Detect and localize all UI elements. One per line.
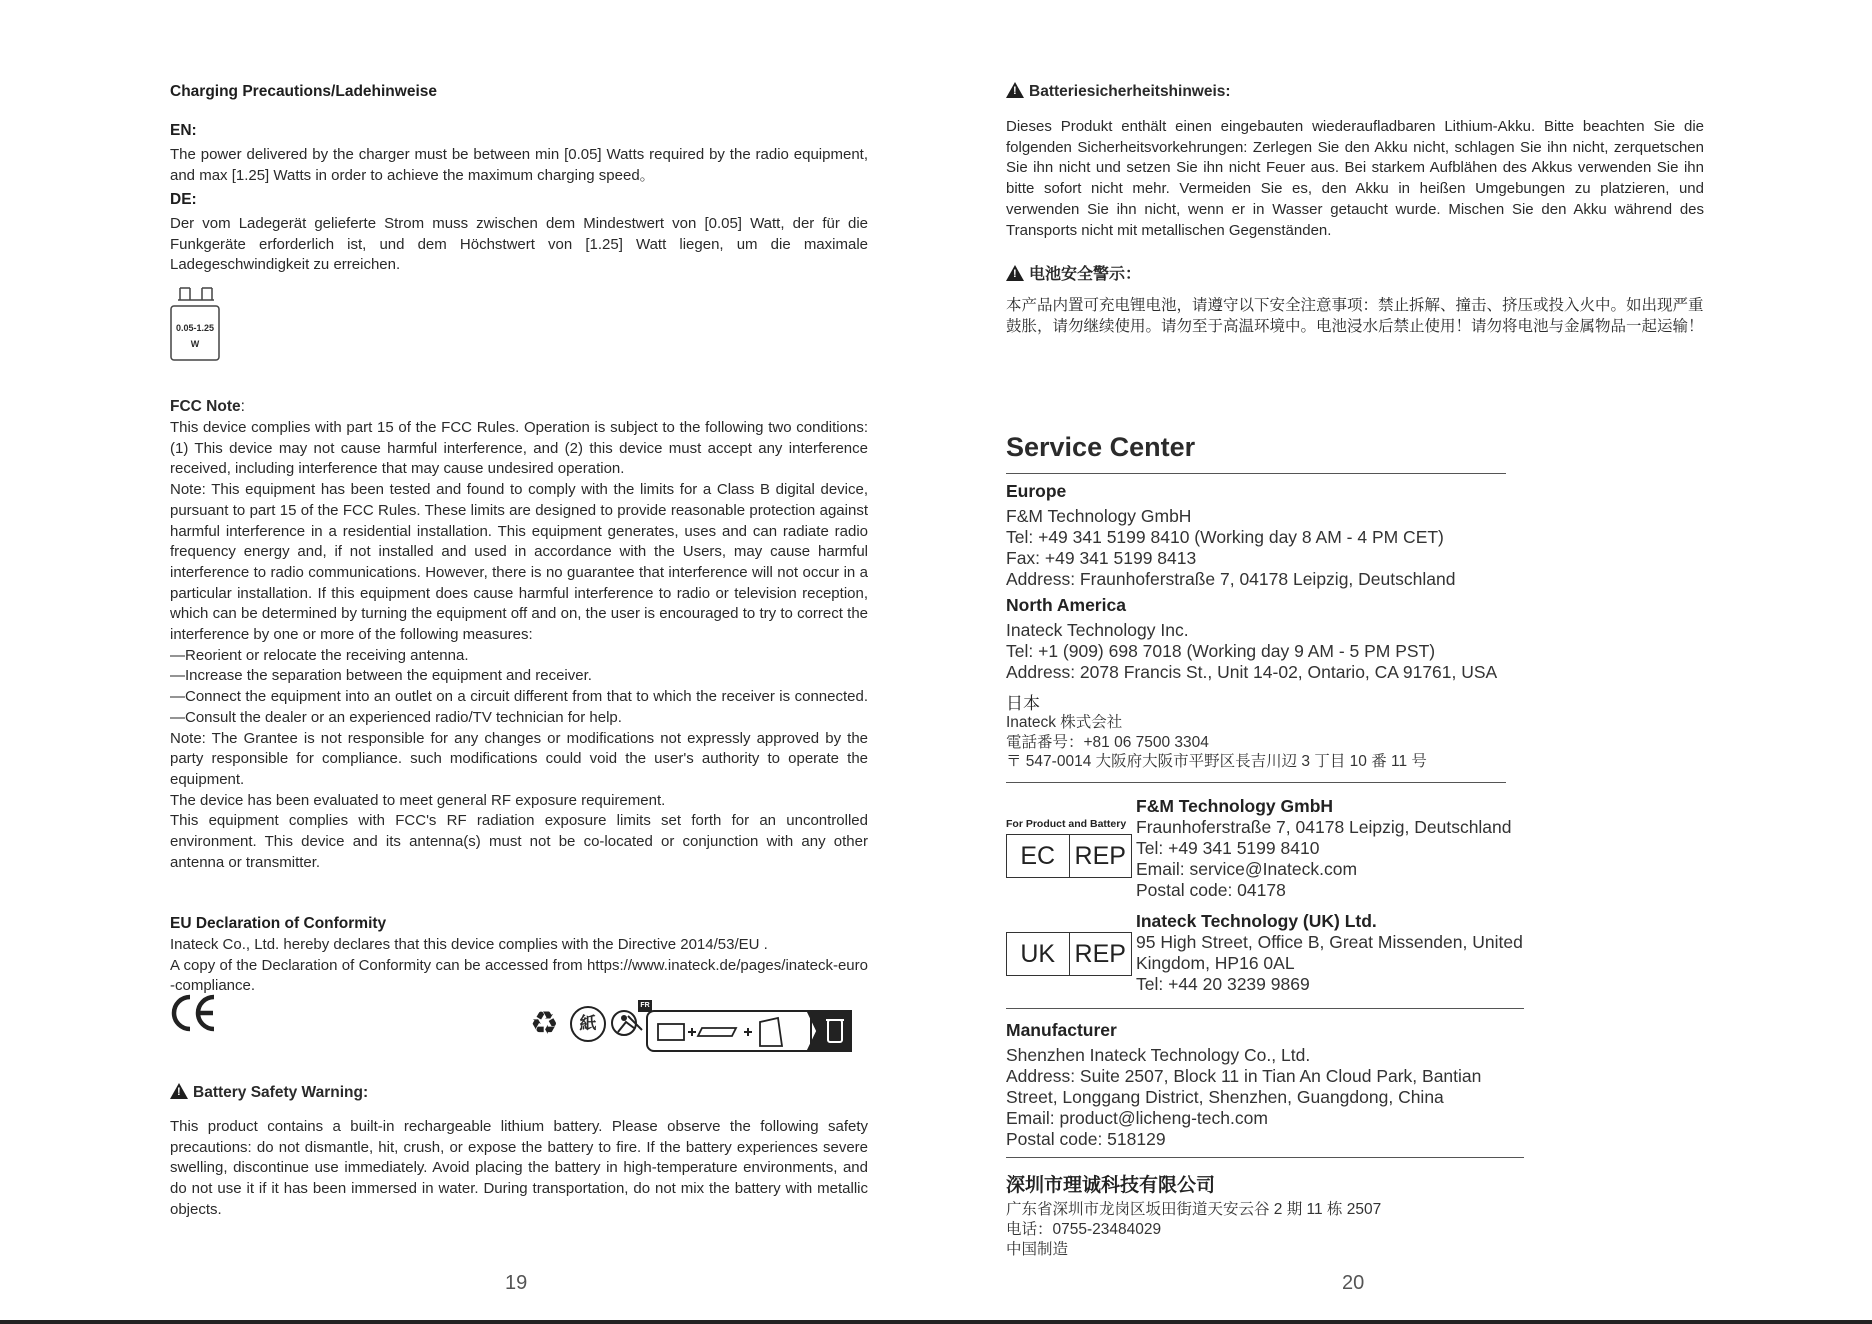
north-america-heading: North America [1006, 595, 1126, 615]
japan-heading: 日本 [1006, 694, 1040, 713]
fcc-heading [170, 398, 245, 416]
europe-company: F&M Technology GmbH [1006, 506, 1192, 526]
fcc-note-body [170, 418, 868, 873]
ec-rep-address: Fraunhoferstraße 7, 04178 Leipzig, Deutschland [1136, 817, 1512, 837]
paper-recycle-icon [570, 1006, 606, 1042]
mfr-company: Shenzhen Inateck Technology Co., Ltd. [1006, 1045, 1311, 1065]
eu-p1: Inateck Co., Ltd. hereby declares that this device complies with the Directive 2014/53/EU . [170, 936, 768, 953]
de-battery-text: Dieses Produkt enthält einen eingebauten wiederaufladbaren Lithium-Akku. Bitte beachten Sie die folgenden Sicherheitsvorkehrungen: Zerlegen Sie den Akku nicht, schlagen Sie ihn nicht, zerquetschen Sie ihn nicht und setzen Sie ihn nicht Feuer aus. Bei starkem Aufblähen des Akkus verwenden Sie ihn bitte sofort nicht mehr. Vermeiden Sie es, den Akku in heißen Umgebungen zu platzieren, und verwenden Sie ihn nicht, wenn er in Wasser getaucht wurde. Mischen Sie den Akku während des Transports nicht mit metallischen Gegenständen. [1006, 118, 1704, 239]
fcc-p5: This equipment complies with FCC's RF radiation exposure limits set forth for an uncontrolled environment. This device and its antenna(s) must not be co-located or conjunction with any other antenna or transmitter. [170, 812, 868, 871]
europe-fax: Fax: +49 341 5199 8413 [1006, 548, 1197, 568]
cn-company-heading: 深圳市理诚科技有限公司 [1006, 1175, 1216, 1196]
europe-tel: Tel: +49 341 5199 8410 (Working day 8 AM - 4 PM CET) [1006, 527, 1444, 547]
eu-declaration-title: EU Declaration of Conformity [170, 915, 387, 932]
cn-address: 广东省深圳市龙岗区坂田街道天安云谷 2 期 11 栋 2507 [1006, 1201, 1382, 1218]
ec-rep-box [1006, 834, 1132, 878]
page-number: 19 [505, 1272, 528, 1294]
de-battery-title: Batteriesicherheitshinweis: [1029, 83, 1231, 100]
cn-battery-heading [1006, 261, 1141, 284]
fcc-title: FCC Note [170, 398, 241, 415]
fr-label: FR [638, 1000, 652, 1012]
na-tel: Tel: +1 (909) 698 7018 (Working day 9 AM - 5 PM PST) [1006, 641, 1436, 661]
bottom-edge [0, 1320, 1872, 1324]
ec-rep-postal: Postal code: 04178 [1136, 880, 1286, 900]
uk-rep-box-left: UK [1020, 939, 1056, 968]
uk-rep-name: Inateck Technology (UK) Ltd. [1136, 911, 1377, 931]
charger-icon-unit: W [190, 339, 200, 349]
japan-block [1006, 713, 1704, 772]
charger-icon [170, 286, 222, 362]
na-company: Inateck Technology Inc. [1006, 620, 1189, 640]
ec-rep-block [1136, 817, 1704, 901]
uk-rep-tel: Tel: +44 20 3239 9869 [1136, 974, 1310, 994]
recycle-bin-icon [806, 1010, 852, 1052]
de-battery-heading [1006, 82, 1231, 101]
mfr-address-2: Street, Longgang District, Shenzhen, Guangdong, China [1006, 1087, 1444, 1107]
charger-icon-value: 0.05-1.25 [175, 323, 215, 333]
ec-rep-caption: For Product and Battery [1006, 818, 1127, 830]
mfr-address-1: Address: Suite 2507, Block 11 in Tian An Cloud Park, Bantian [1006, 1066, 1482, 1086]
divider [1006, 1008, 1524, 1009]
ec-rep-box-left: EC [1020, 841, 1056, 870]
uk-rep-address-2: Kingdom, HP16 0AL [1136, 953, 1295, 973]
uk-rep-box-right: REP [1069, 933, 1132, 975]
fcc-measure-2: —Increase the separation between the equipment and receiver. [170, 667, 592, 685]
battery-warning-title: Battery Safety Warning: [193, 1084, 369, 1101]
warning-triangle-icon [1006, 82, 1024, 98]
battery-warning-heading [170, 1083, 368, 1102]
ec-rep-box-right: REP [1069, 835, 1132, 877]
en-label: EN: [170, 122, 197, 139]
jp-company: Inateck 株式会社 [1006, 714, 1123, 731]
cn-made-in: 中国制造 [1006, 1241, 1069, 1258]
jp-tel: 電話番号：+81 06 7500 3304 [1006, 733, 1209, 751]
divider [1006, 782, 1506, 783]
warning-triangle-icon [170, 1083, 188, 1099]
info-tri-sorting-icon [646, 1010, 812, 1052]
uk-rep-address-1: 95 High Street, Office B, Great Missenden, United [1136, 932, 1523, 952]
warning-triangle-icon [1006, 265, 1024, 281]
fcc-p1: This device complies with part 15 of the FCC Rules. Operation is subject to the following two conditions: (1) This device may not cause harmful interference, and (2) this device must accept any interference received, including interference that may cause undesired operation. [170, 419, 868, 478]
fcc-measure-1: —Reorient or relocate the receiving antenna. [170, 646, 469, 664]
service-center-title: Service Center [1006, 432, 1196, 462]
manufacturer-block [1006, 1045, 1704, 1150]
fcc-p4: The device has been evaluated to meet general RF exposure requirement. [170, 791, 666, 809]
europe-address: Address: Fraunhoferstraße 7, 04178 Leipzig, Deutschland [1006, 569, 1456, 589]
eu-p2: A copy of the Declaration of Conformity can be accessed from https://www.inateck.de/pages/inateck-euro-compliance. [170, 956, 868, 995]
battery-warning-text: This product contains a built-in rechargeable lithium battery. Please observe the following safety precautions: do not dismantle, hit, crush, or expose the battery to fire. If the battery experiences severe swelling, discontinue use immediately. Avoid placing the battery in high-temperature environments, and do not use it if it has been immersed in water. During transportation, do not mix the battery with metallic objects. [170, 1118, 868, 1218]
fcc-measure-3: —Connect the equipment into an outlet on a circuit different from that to which the receiver is connected. —Consult the dealer or an experienced radio/TV technician for help. [170, 688, 868, 726]
manufacturer-heading: Manufacturer [1006, 1020, 1117, 1040]
eu-declaration-body [170, 935, 868, 997]
jp-address: 〒 547-0014 大阪府大阪市平野区長吉川辺 3 丁目 10 番 11 号 [1006, 753, 1427, 770]
na-address: Address: 2078 Francis St., Unit 14-02, Ontario, CA 91761, USA [1006, 662, 1498, 682]
recycling-symbols [530, 1000, 870, 1052]
mfr-email: Email: product@licheng-tech.com [1006, 1108, 1268, 1128]
ec-rep-email: Email: service@Inateck.com [1136, 859, 1358, 879]
ec-rep-tel: Tel: +49 341 5199 8410 [1136, 838, 1320, 858]
cn-tel: 电话：0755-23484029 [1006, 1221, 1162, 1238]
en-text: The power delivered by the charger must be between min [0.05] Watts required by the radio equipment, and max [1.25] Watts in order to achieve the maximum charging speed。 [170, 146, 868, 184]
cn-battery-text: 本产品内置可充电锂电池，请遵守以下安全注意事项：禁止拆解、撞击、挤压或投入火中。如出现严重鼓胀，请勿继续使用。请勿至于高温环境中。电池浸水后禁止使用！请勿将电池与金属物品一起运输！ [1006, 297, 1704, 335]
uk-rep-block [1136, 932, 1704, 995]
charging-precautions-title: Charging Precautions/Ladehinweise [170, 83, 438, 100]
uk-rep-box [1006, 932, 1132, 976]
fcc-p3: Note: The Grantee is not responsible for any changes or modifications not expressly approved by the party responsible for compliance. such modifications could void the user's authority to operate the equipment. [170, 729, 868, 788]
fcc-p2: Note: This equipment has been tested and found to comply with the limits for a Class B digital device, pursuant to part 15 of the FCC Rules. These limits are designed to provide reasonable protection against harmful interference in a residential installation. This equipment generates, uses and can radiate radio frequency energy and, if not installed and used in accordance with the Users, may cause harmful interference to radio communications. However, there is no guarantee that interference will not occur in a particular installation. If this equipment does cause harmful interference to radio or television reception, which can be determined by turning the equipment off and on, the user is encouraged to try to correct the interference by one or more of the following measures: [170, 481, 868, 644]
north-america-block [1006, 620, 1704, 683]
europe-heading: Europe [1006, 481, 1067, 501]
europe-block [1006, 506, 1704, 590]
fcc-colon: : [240, 398, 245, 415]
ce-mark-icon [170, 993, 220, 1033]
recycle-icon: ♻ [530, 1005, 559, 1041]
divider [1006, 1157, 1524, 1158]
mfr-postal: Postal code: 518129 [1006, 1129, 1166, 1149]
ec-rep-name: F&M Technology GmbH [1136, 796, 1334, 816]
paper-recycle-label: 紙 [579, 1014, 597, 1033]
de-text: Der vom Ladegerät gelieferte Strom muss zwischen dem Mindestwert von [0.05] Watt, der für die Funkgeräte erforderlich ist, und dem Höchstwert von [1.25] Watt liegen, um die maximale Ladegeschwindigkeit zu erreichen. [170, 215, 868, 274]
page-number: 20 [1342, 1272, 1365, 1294]
divider [1006, 473, 1506, 474]
de-label: DE: [170, 191, 197, 208]
cn-company-block [1006, 1200, 1704, 1260]
cn-battery-title: 电池安全警示： [1029, 266, 1142, 283]
